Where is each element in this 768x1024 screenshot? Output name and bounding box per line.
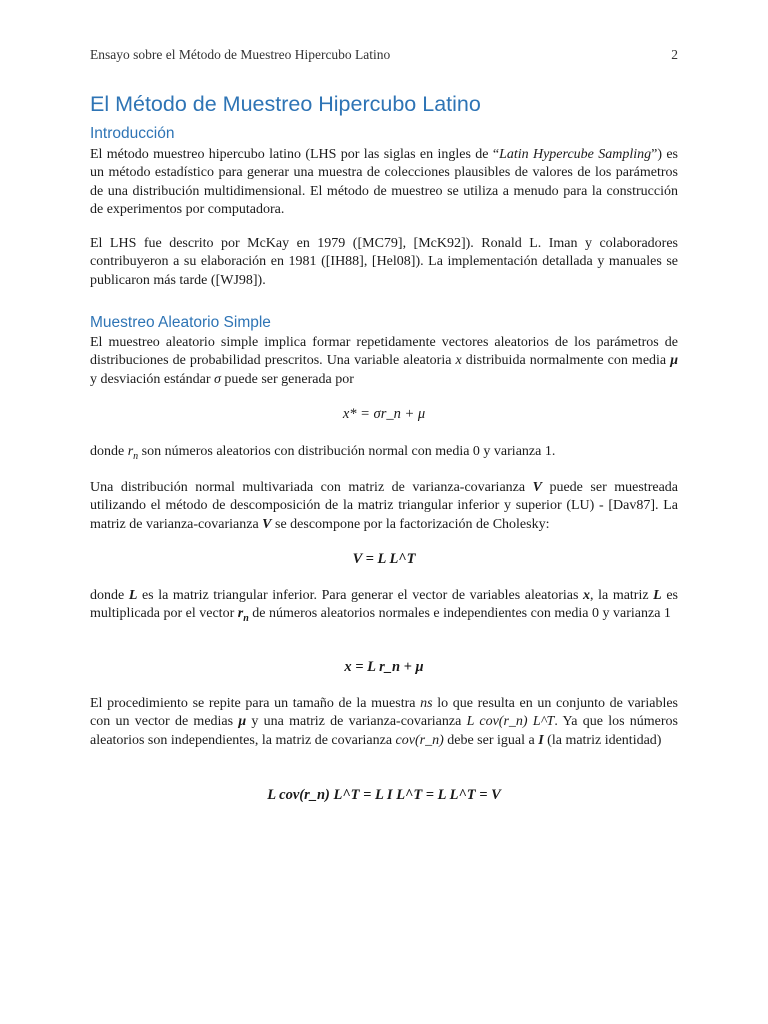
equation-2: V = L L^T xyxy=(352,551,416,567)
simple-paragraph-3: Una distribución normal multivariada con matriz de varianza-covarianza V puede ser muestreada utilizando el método de descomposición de la matriz triangular inferior y superior (LU) - [Dav87]. La matriz de varianza-covarianza V se descompone por la factorización de Cholesky: xyxy=(90,480,678,532)
simple-paragraph-2: donde $r_n$ son números aleatorios con distribución normal con media 0 y varianza 1. xyxy=(90,444,556,462)
equation-3: x = L r_n + μ xyxy=(344,659,424,675)
intro-paragraph-1: El método muestreo hipercubo latino (LHS por las siglas en ingles de “Latin Hypercube Sampling”) es un método estadístico para generar una muestra de colecciones plausibles de valores de los parámetros de una distribución multidimensional. El método de muestreo se utiliza a menudo para la construcción de experimentos por computadora. xyxy=(90,147,678,217)
simple-paragraph-4: donde L es la matriz triangular inferior. Para generar el vector de variables aleatorias x, la matriz L es multiplicada por el vector $r_n$ de números aleatorios normales e independientes con media 0 y varianza 1 xyxy=(90,588,678,625)
running-title: Ensayo sobre el Método de Muestreo Hipercubo Latino xyxy=(90,47,391,62)
heading-introduccion: Introducción xyxy=(90,125,175,142)
heading-muestreo-aleatorio-simple: Muestreo Aleatorio Simple xyxy=(90,314,271,331)
running-header xyxy=(90,47,678,63)
equation-4: L cov(r_n) L^T = L I L^T = L L^T = V xyxy=(267,787,501,803)
equation-1: x* = σr_n + μ xyxy=(342,406,426,422)
intro-paragraph-2: El LHS fue descrito por McKay en 1979 ([MC79], [McK92]). Ronald L. Iman y colaboradores contribuyeron a su elaboración en 1981 ([IH88], [Hel08]). La implementación detallada y manuales se publicaron más tarde ([WJ98]). xyxy=(90,236,678,288)
page-number: 2 xyxy=(671,47,678,62)
document-title: El Método de Muestreo Hipercubo Latino xyxy=(90,92,481,116)
simple-paragraph-1: El muestreo aleatorio simple implica formar repetidamente vectores aleatorios de los parámetros de distribuciones de probabilidad prescritos. Una variable aleatoria x distribuida normalmente con media μ y desviación estándar σ puede ser generada por xyxy=(90,335,679,387)
simple-paragraph-5: El procedimiento se repite para un tamaño de la muestra ns lo que resulta en un conjunto de variables con un vector de medias μ y una matriz de varianza-covarianza L cov(r_n) L^T. Ya que los números aleatorios son independientes, la matriz de covarianza cov(r_n) debe ser igual a I (la matriz identidad) xyxy=(90,696,679,748)
